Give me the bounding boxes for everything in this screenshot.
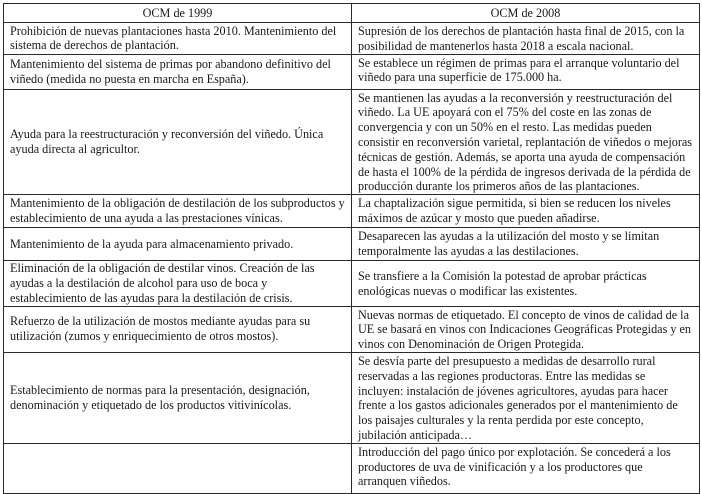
cell-ocm-2008: Desaparecen las ayudas a la utilización del mosto y se limitan temporalmente las ayudas a las destilaciones. [352,228,700,261]
cell-ocm-1999: Prohibición de nuevas plantaciones hasta 2010. Mantenimiento del sistema de derechos de plantación. [4,23,352,55]
cell-ocm-2008: Introducción del pago único por explotación. Se concederá a los productores de uva de vinificación y a los productores que arranquen viñedos. [352,443,700,493]
ocm-comparison-table [3,3,700,494]
cell-ocm-2008: Se transfiere a la Comisión la potestad de aprobar prácticas enológicas nuevas o modificar las existentes. [352,261,700,306]
table-row [4,54,700,89]
table-row [4,306,700,352]
cell-ocm-1999: Refuerzo de la utilización de mostos mediante ayudas para su utilización (zumos y enriquecimiento de otros mostos). [4,306,352,352]
cell-ocm-2008: Supresión de los derechos de plantación hasta final de 2015, con la posibilidad de mantenerlos hasta 2018 a escala nacional. [352,23,700,55]
comparison-table-container [3,3,699,494]
header-ocm-2008: OCM de 2008 [352,4,700,23]
cell-ocm-2008: Se desvía parte del presupuesto a medidas de desarrollo rural reservadas a las regiones productoras. Entre las medidas se incluyen: instalación de jóvenes agricultores, ayudas para hacer frente a los gastos adicionales generados por el mantenimiento de los paisajes culturales y la renta perdida por este concepto, jubilación anticipada… [352,352,700,443]
cell-ocm-1999: Ayuda para la reestructuración y reconversión del viñedo. Única ayuda directa al agricultor. [4,89,352,195]
cell-ocm-1999: Mantenimiento de la ayuda para almacenamiento privado. [4,228,352,261]
table-row [4,23,700,55]
table-row [4,352,700,443]
header-ocm-1999: OCM de 1999 [4,4,352,23]
table-row [4,195,700,228]
table-row [4,261,700,306]
cell-ocm-2008: La chaptalización sigue permitida, si bien se reducen los niveles máximos de azúcar y mosto que pueden añadirse. [352,195,700,228]
cell-ocm-1999: Mantenimiento de la obligación de destilación de los subproductos y establecimiento de una ayuda a las prestaciones vínicas. [4,195,352,228]
header-row [4,4,700,23]
table-row [4,443,700,493]
table-row [4,89,700,195]
cell-ocm-1999: Eliminación de la obligación de destilar vinos. Creación de las ayudas a la destilación de alcohol para uso de boca y establecimiento de las ayudas para la destilación de crisis. [4,261,352,306]
cell-ocm-2008: Nuevas normas de etiquetado. El concepto de vinos de calidad de la UE se basará en vinos con Indicaciones Geográficas Protegidas y en vinos con Denominación de Origen Protegida. [352,306,700,352]
cell-ocm-1999-empty [4,443,352,493]
cell-ocm-1999: Mantenimiento del sistema de primas por abandono definitivo del viñedo (medida no puesta en marcha en España). [4,54,352,89]
cell-ocm-1999: Establecimiento de normas para la presentación, designación, denominación y etiquetado de los productos vitivinícolas. [4,352,352,443]
table-row [4,228,700,261]
cell-ocm-2008: Se mantienen las ayudas a la reconversión y reestructuración del viñedo. La UE apoyará con el 75% del coste en las zonas de convergencia y con un 50% en el resto. Las medidas pueden consistir en reconversión varietal, replantación de viñedos o mejoras técnicas de gestión. Además, se aporta una ayuda de compensación de hasta el 100% de la pérdida de ingresos derivada de la pérdida de producción durante los primeros años de las plantaciones. [352,89,700,195]
cell-ocm-2008: Se establece un régimen de primas para el arranque voluntario del viñedo para una superficie de 175.000 ha. [352,54,700,89]
